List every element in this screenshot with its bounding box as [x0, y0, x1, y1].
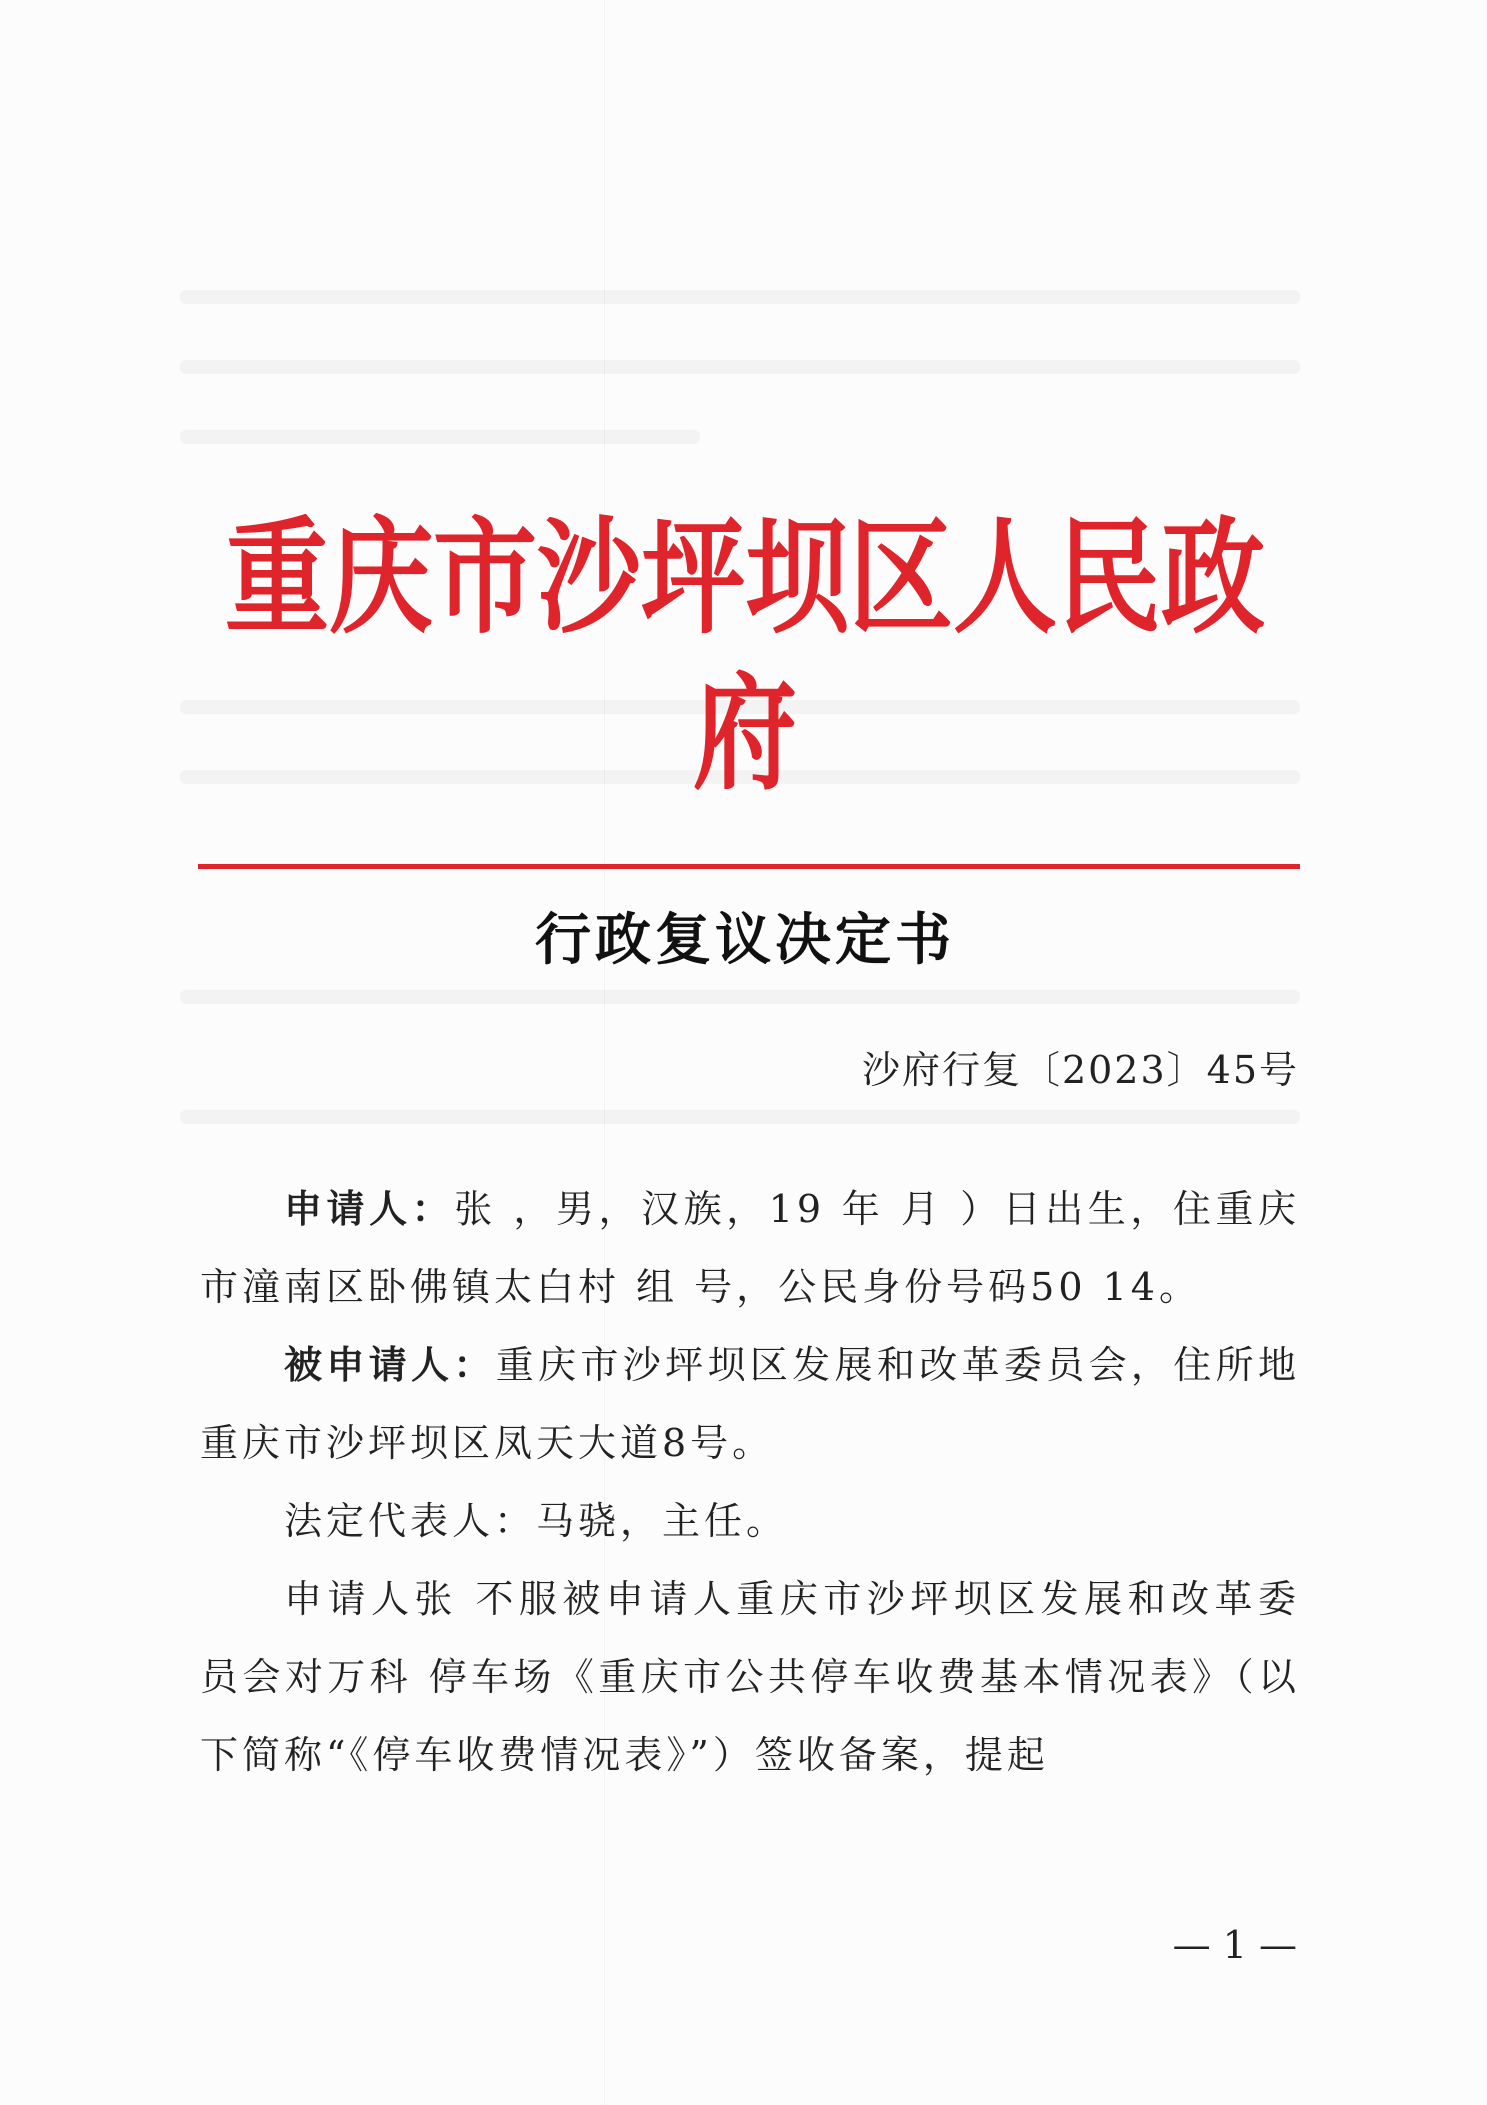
respondent-label: 被申请人： — [284, 1342, 496, 1387]
bleed-through-line — [180, 430, 700, 444]
applicant-text: 张 ，男，汉族，19 年 月 ）日出生，住重庆市潼南区卧佛镇太白村 组 号，公民身份号码50 14。 — [200, 1187, 1300, 1309]
document-title: 行政复议决定书 — [535, 907, 955, 973]
applicant-paragraph — [200, 1170, 1300, 1326]
bleed-through-line — [180, 360, 1300, 374]
respondent-text: 重庆市沙坪坝区发展和改革委员会，住所地重庆市沙坪坝区凤天大道8号。 — [200, 1343, 1300, 1465]
respondent-paragraph — [200, 1326, 1300, 1482]
bleed-through-line — [180, 990, 1300, 1004]
bleed-through-line — [180, 290, 1300, 304]
document-body — [200, 1170, 1300, 1794]
issuing-authority-header: 重庆市沙坪坝区人民政府 — [224, 503, 1265, 808]
applicant-label: 申请人： — [284, 1186, 455, 1231]
legal-representative-paragraph: 法定代表人：马骁，主任。 — [284, 1499, 789, 1543]
page-number: — 1 — — [1172, 1923, 1297, 1967]
document-number: 沙府行复〔2023〕45号 — [861, 1048, 1299, 1092]
bleed-through-line — [180, 1110, 1300, 1124]
statement-paragraph: 申请人张 不服被申请人重庆市沙坪坝区发展和改革委员会对万科 停车场《重庆市公共停车收费基本情况表》（以下简称“《停车收费情况表》”）签收备案，提起 — [200, 1577, 1300, 1777]
red-separator-line — [198, 864, 1300, 869]
